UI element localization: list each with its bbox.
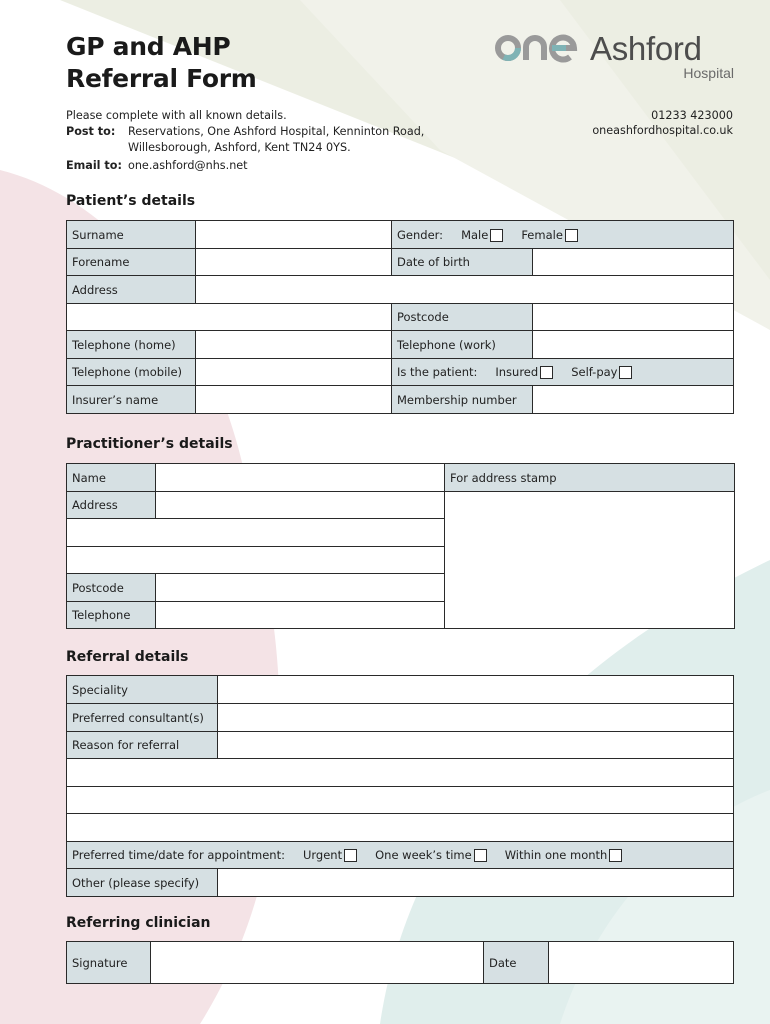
consultant-input[interactable] — [218, 704, 734, 732]
address-stamp-label: For address stamp — [445, 464, 735, 492]
logo-sub: Hospital — [683, 65, 734, 81]
reason-input-3[interactable] — [67, 787, 734, 814]
tel-home-input[interactable] — [196, 331, 392, 359]
reason-input-4[interactable] — [67, 814, 734, 842]
consultant-label: Preferred consultant(s) — [67, 704, 218, 732]
other-label: Other (please specify) — [67, 869, 218, 897]
post-to-row — [66, 124, 424, 156]
signature-label: Signature — [67, 942, 151, 984]
referral-heading: Referral details — [66, 649, 189, 665]
practitioner-address-label: Address — [67, 492, 156, 519]
contact-block — [592, 108, 733, 138]
clinician-heading: Referring clinician — [66, 915, 211, 931]
patient-heading: Patient’s details — [66, 193, 196, 209]
tel-work-label: Telephone (work) — [392, 331, 533, 359]
email-row — [66, 158, 424, 174]
practitioner-address-input-3[interactable] — [67, 547, 445, 574]
one-week-label: One week’s time — [375, 848, 472, 862]
tel-mobile-label: Telephone (mobile) — [67, 359, 196, 386]
referral-table — [66, 675, 734, 897]
clinician-table — [66, 941, 734, 984]
practitioner-address-input-2[interactable] — [67, 519, 445, 547]
payment-field — [392, 359, 734, 386]
title-line-1: GP and AHP — [66, 32, 231, 61]
insurer-input[interactable] — [196, 386, 392, 414]
intro-instruction: Please complete with all known details. — [66, 109, 287, 122]
reason-input-2[interactable] — [67, 759, 734, 787]
intro-block — [66, 108, 424, 174]
address-input-line-2[interactable] — [67, 304, 392, 331]
post-address-line-2: Willesborough, Ashford, Kent TN24 0YS. — [128, 141, 351, 154]
tel-home-label: Telephone (home) — [67, 331, 196, 359]
male-label: Male — [461, 227, 489, 242]
reason-label: Reason for referral — [67, 732, 218, 759]
speciality-input[interactable] — [218, 676, 734, 704]
post-to-label: Post to: — [66, 125, 116, 138]
appointment-time-field — [67, 842, 734, 869]
dob-input[interactable] — [533, 249, 734, 276]
female-label: Female — [521, 227, 563, 242]
practitioner-table — [66, 463, 735, 629]
phone-number: 01233 423000 — [651, 109, 733, 122]
page-title — [66, 31, 257, 95]
forename-input[interactable] — [196, 249, 392, 276]
forename-label: Forename — [67, 249, 196, 276]
urgent-label: Urgent — [302, 848, 343, 862]
self-pay-label: Self-pay — [571, 365, 618, 379]
hospital-logo — [494, 30, 734, 86]
logo-brand: Ashford — [590, 30, 702, 67]
membership-input[interactable] — [533, 386, 734, 414]
preferred-time-label: Preferred time/date for appointment: — [72, 848, 285, 862]
one-logo-mark — [494, 33, 586, 63]
other-input[interactable] — [218, 869, 734, 897]
gender-field — [392, 221, 734, 249]
self-pay-checkbox[interactable] — [619, 366, 632, 379]
membership-label: Membership number — [392, 386, 533, 414]
speciality-label: Speciality — [67, 676, 218, 704]
practitioner-telephone-input[interactable] — [156, 602, 445, 629]
practitioner-telephone-label: Telephone — [67, 602, 156, 629]
practitioner-postcode-input[interactable] — [156, 574, 445, 602]
postcode-input[interactable] — [533, 304, 734, 331]
one-week-checkbox[interactable] — [474, 849, 487, 862]
date-input[interactable] — [549, 942, 734, 984]
dob-label: Date of birth — [392, 249, 533, 276]
title-line-2: Referral Form — [66, 64, 257, 93]
urgent-checkbox[interactable] — [344, 849, 357, 862]
email-label: Email to: — [66, 159, 122, 172]
address-stamp-area[interactable] — [445, 492, 735, 629]
address-label: Address — [67, 276, 196, 304]
post-address-line-1: Reservations, One Ashford Hospital, Kenninton Road, — [128, 125, 425, 138]
gender-label: Gender: — [397, 227, 444, 242]
practitioner-name-label: Name — [67, 464, 156, 492]
patient-table — [66, 220, 734, 414]
is-patient-label: Is the patient: — [397, 365, 478, 379]
male-checkbox[interactable] — [490, 229, 503, 242]
email-link[interactable]: one.ashford@nhs.net — [128, 159, 248, 172]
surname-input[interactable] — [196, 221, 392, 249]
practitioner-heading: Practitioner’s details — [66, 436, 233, 452]
insurer-label: Insurer’s name — [67, 386, 196, 414]
one-month-label: Within one month — [504, 848, 608, 862]
postcode-label: Postcode — [392, 304, 533, 331]
tel-work-input[interactable] — [533, 331, 734, 359]
one-month-checkbox[interactable] — [609, 849, 622, 862]
female-checkbox[interactable] — [565, 229, 578, 242]
tel-mobile-input[interactable] — [196, 359, 392, 386]
insured-label: Insured — [495, 365, 539, 379]
surname-label: Surname — [67, 221, 196, 249]
practitioner-address-input-1[interactable] — [156, 492, 445, 519]
insured-checkbox[interactable] — [540, 366, 553, 379]
reason-input-1[interactable] — [218, 732, 734, 759]
address-input-line-1[interactable] — [196, 276, 734, 304]
signature-input[interactable] — [151, 942, 484, 984]
website-link[interactable]: oneashfordhospital.co.uk — [592, 124, 733, 137]
date-label: Date — [484, 942, 549, 984]
practitioner-postcode-label: Postcode — [67, 574, 156, 602]
practitioner-name-input[interactable] — [156, 464, 445, 492]
